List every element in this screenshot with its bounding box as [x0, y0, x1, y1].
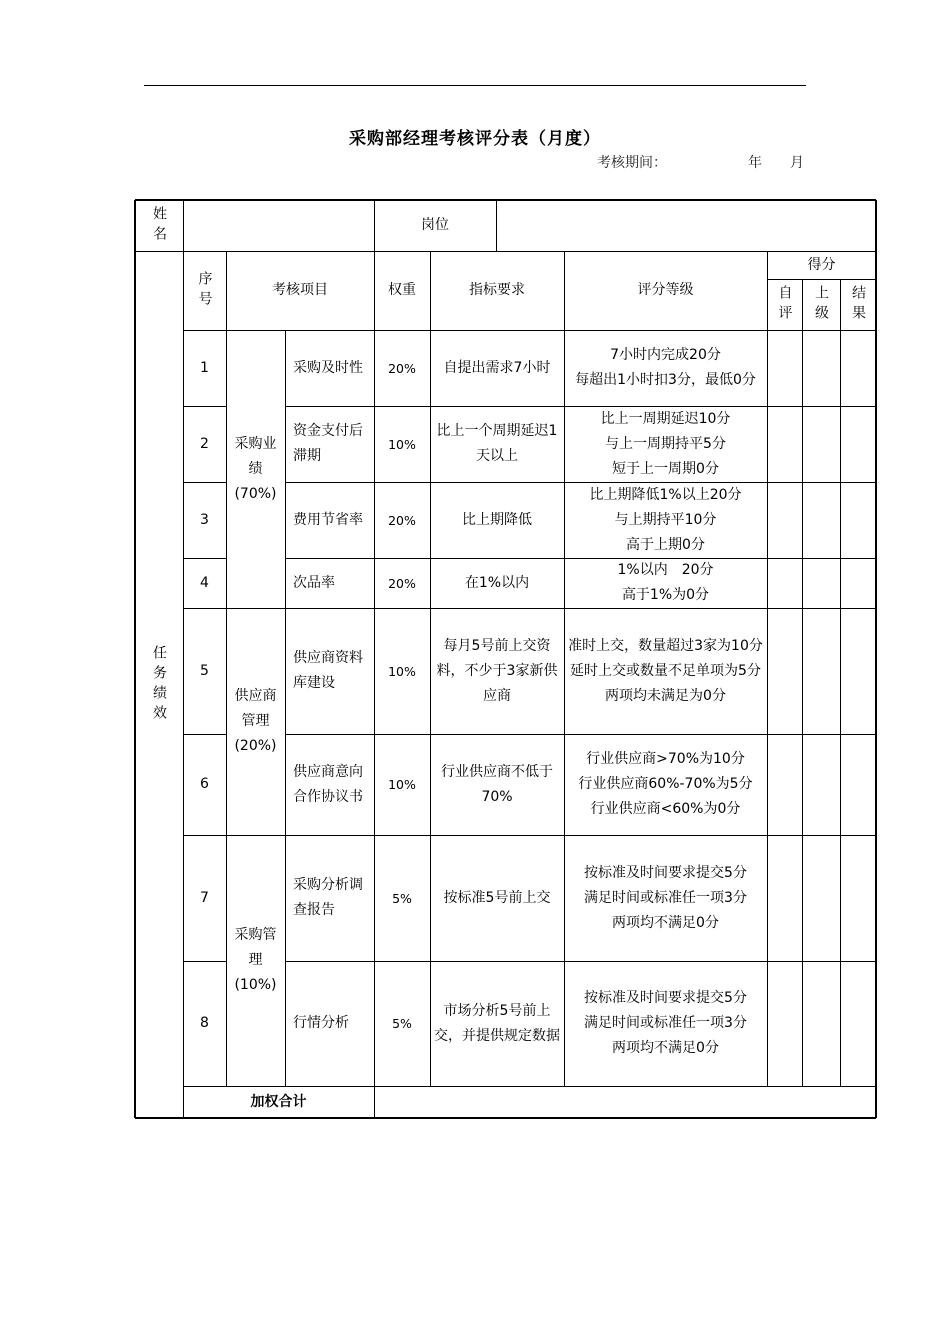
row-grading-text: 7小时内完成20分 每超出1小时扣3分，最低0分 [575, 347, 756, 388]
grid-line [183, 482, 226, 483]
row-grading-text: 按标准及时间要求提交5分 满足时间或标准任一项3分 两项均不满足0分 [584, 864, 747, 931]
row-weight-text: 5% [392, 1016, 412, 1031]
row-requirement [430, 482, 564, 558]
row-superior-score[interactable] [802, 835, 840, 961]
grid-line [183, 608, 226, 609]
row-requirement-text: 比上一个周期延迟1天以上 [436, 423, 558, 464]
row-requirement [430, 835, 564, 961]
section-label [135, 251, 183, 1118]
row-grading [564, 734, 767, 835]
post-label-text: 岗位 [421, 217, 449, 233]
name-label-text: 姓名 [151, 205, 167, 246]
grid-line [135, 199, 876, 201]
row-requirement-text: 按标准5号前上交 [443, 889, 551, 906]
grid-line [285, 1086, 876, 1087]
header-seq [183, 251, 226, 330]
row-item-text: 供应商意向合作协议书 [293, 763, 363, 805]
grid-line [183, 558, 226, 559]
name-value[interactable] [183, 200, 374, 251]
header-self-text: 自评 [776, 284, 793, 325]
grid-line [496, 200, 497, 251]
group-1 [226, 330, 285, 608]
header-grading [564, 251, 767, 330]
row-weight [374, 330, 430, 406]
row-seq-text: 8 [200, 1015, 209, 1031]
header-superior-text: 上级 [813, 284, 829, 325]
row-superior-score[interactable] [802, 608, 840, 734]
row-result-score[interactable] [840, 835, 876, 961]
total-value[interactable] [374, 1086, 876, 1118]
grid-line [875, 200, 877, 1118]
header-score-text: 得分 [807, 256, 836, 273]
row-weight-text: 10% [388, 777, 416, 792]
grid-line [135, 251, 876, 252]
row-item-text: 供应商资料库建设 [293, 650, 363, 691]
row-seq-text: 1 [200, 359, 209, 376]
month-label: 月 [790, 155, 804, 171]
row-requirement [430, 961, 564, 1086]
row-item [285, 482, 374, 558]
row-item [285, 734, 374, 835]
row-item [285, 558, 374, 608]
grid-line [183, 406, 226, 407]
row-item [285, 608, 374, 734]
header-self [767, 279, 802, 330]
row-weight [374, 608, 430, 734]
row-self-score[interactable] [767, 835, 802, 961]
grid-line [183, 734, 226, 735]
row-seq [183, 734, 226, 835]
grid-line [183, 200, 184, 1118]
row-item-text: 次品率 [293, 574, 335, 591]
total-label-text: 加权合计 [250, 1093, 307, 1110]
row-grading-text: 按标准及时间要求提交5分 满足时间或标准任一项3分 两项均不满足0分 [584, 990, 747, 1056]
row-seq-text: 6 [200, 776, 209, 792]
grid-line [285, 835, 876, 836]
row-self-score[interactable] [767, 558, 802, 608]
row-weight-text: 10% [388, 663, 416, 679]
header-requirement-text: 指标要求 [469, 282, 525, 298]
row-item [285, 406, 374, 482]
row-result-score[interactable] [840, 558, 876, 608]
header-weight-text: 权重 [388, 282, 416, 298]
row-grading-text: 行业供应商>70%为10分 行业供应商60%-70%为5分 行业供应商<60%为0分 [578, 751, 753, 817]
grid-line [285, 608, 876, 609]
grid-line [134, 200, 136, 1118]
row-result-score[interactable] [840, 482, 876, 558]
header-item [226, 251, 374, 330]
group-3-line-1: (10%) [234, 977, 277, 993]
name-label [135, 200, 183, 251]
row-self-score[interactable] [767, 482, 802, 558]
row-result-score[interactable] [840, 406, 876, 482]
grid-line [285, 734, 876, 735]
post-value[interactable] [496, 200, 876, 251]
row-seq [183, 961, 226, 1086]
row-weight [374, 835, 430, 961]
row-weight-text: 20% [388, 360, 416, 376]
row-item-text: 行情分析 [293, 1015, 349, 1031]
row-grading [564, 961, 767, 1086]
header-result [840, 279, 876, 330]
row-grading [564, 406, 767, 482]
group-1-line-0: 采购业绩 [234, 435, 277, 477]
group-2-line-0: 供应商管理 [234, 688, 277, 729]
row-requirement-text: 市场分析5号前上交，并提供规定数据 [434, 1002, 560, 1044]
row-item-text: 费用节省率 [293, 511, 363, 528]
row-item-text: 资金支付后滞期 [293, 423, 363, 464]
row-seq-text: 4 [200, 574, 209, 591]
grid-line [374, 251, 375, 1118]
grid-line [767, 279, 876, 280]
group-3-line-0: 采购管理 [234, 927, 277, 968]
grid-line [183, 1086, 226, 1087]
row-result-score[interactable] [840, 961, 876, 1086]
row-weight-text: 20% [388, 512, 416, 528]
header-rule [144, 85, 806, 86]
row-requirement-text: 每月5号前上交资料，不少于3家新供应商 [436, 637, 558, 704]
row-seq [183, 330, 226, 406]
row-superior-score[interactable] [802, 734, 840, 835]
row-seq-text: 7 [200, 889, 209, 906]
grid-line [183, 835, 226, 836]
row-weight-text: 10% [388, 436, 416, 452]
row-item-text: 采购及时性 [293, 359, 363, 376]
group-1-line-1: (70%) [234, 485, 277, 502]
row-grading [564, 835, 767, 961]
row-requirement-text: 自提出需求7小时 [443, 359, 551, 376]
row-seq-text: 5 [200, 662, 209, 679]
row-superior-score[interactable] [802, 482, 840, 558]
header-result-text: 结果 [850, 284, 866, 325]
header-grading-text: 评分等级 [637, 282, 694, 298]
row-grading-text: 1%以内 20分 高于1%为0分 [617, 562, 714, 603]
row-self-score[interactable] [767, 330, 802, 406]
row-grading [564, 482, 767, 558]
row-requirement-text: 比上期降低 [462, 511, 532, 528]
grid-line [285, 558, 876, 559]
grid-line [183, 330, 876, 331]
grid-line [226, 608, 285, 609]
grid-line [285, 961, 876, 962]
row-item-text: 采购分析调查报告 [293, 877, 363, 918]
row-result-score[interactable] [840, 734, 876, 835]
section-label-text: 任务绩效 [151, 644, 167, 725]
row-requirement-text: 行业供应商不低于70% [441, 763, 553, 805]
post-label [374, 200, 496, 251]
row-seq [183, 558, 226, 608]
row-seq [183, 835, 226, 961]
header-seq-text: 序号 [196, 270, 213, 311]
row-superior-score[interactable] [802, 406, 840, 482]
grid-line [285, 406, 876, 407]
grid-line [802, 279, 803, 1086]
header-weight [374, 251, 430, 330]
row-grading-text: 准时上交，数量超过3家为10分 延时上交或数量不足单项为5分 两项均未满足为0分 [568, 637, 763, 704]
grid-line [183, 961, 226, 962]
row-weight-text: 5% [392, 890, 412, 906]
row-self-score[interactable] [767, 734, 802, 835]
row-seq [183, 482, 226, 558]
grid-line [226, 1086, 285, 1087]
header-superior [802, 279, 840, 330]
row-grading-text: 比上一周期延迟10分 与上一周期持平5分 短于上一周期0分 [600, 410, 731, 477]
row-item [285, 961, 374, 1086]
row-item [285, 330, 374, 406]
group-2-line-1: (20%) [234, 738, 277, 754]
period-label: 考核期间： [597, 155, 667, 171]
grid-line [135, 1117, 876, 1119]
total-label [183, 1086, 374, 1118]
row-grading [564, 608, 767, 734]
row-result-score[interactable] [840, 608, 876, 734]
row-weight [374, 961, 430, 1086]
page-title: 采购部经理考核评分表（月度） [349, 129, 601, 149]
row-item [285, 835, 374, 961]
grid-line [374, 200, 375, 251]
grid-line [226, 835, 285, 836]
row-requirement [430, 608, 564, 734]
row-grading [564, 558, 767, 608]
row-grading [564, 330, 767, 406]
row-requirement [430, 330, 564, 406]
row-seq [183, 608, 226, 734]
row-weight [374, 406, 430, 482]
grid-line [285, 482, 876, 483]
row-requirement [430, 558, 564, 608]
row-superior-score[interactable] [802, 961, 840, 1086]
row-weight-text: 20% [388, 575, 416, 591]
header-score [767, 251, 876, 279]
row-grading-text: 比上期降低1%以上20分 与上期持平10分 高于上期0分 [589, 486, 742, 553]
year-label: 年 [748, 155, 762, 171]
row-seq [183, 406, 226, 482]
row-seq-text: 3 [200, 511, 209, 528]
row-requirement [430, 406, 564, 482]
grid-line [840, 279, 841, 1086]
row-weight [374, 558, 430, 608]
header-item-text: 考核项目 [272, 282, 328, 298]
row-superior-score[interactable] [802, 558, 840, 608]
row-seq-text: 2 [200, 435, 209, 452]
row-weight [374, 734, 430, 835]
row-requirement-text: 在1%以内 [464, 574, 530, 591]
row-self-score[interactable] [767, 406, 802, 482]
row-self-score[interactable] [767, 608, 802, 734]
row-superior-score[interactable] [802, 330, 840, 406]
grid-line [285, 330, 286, 1086]
group-2 [226, 608, 285, 835]
row-result-score[interactable] [840, 330, 876, 406]
row-weight [374, 482, 430, 558]
group-3 [226, 835, 285, 1086]
row-requirement [430, 734, 564, 835]
header-requirement [430, 251, 564, 330]
row-self-score[interactable] [767, 961, 802, 1086]
